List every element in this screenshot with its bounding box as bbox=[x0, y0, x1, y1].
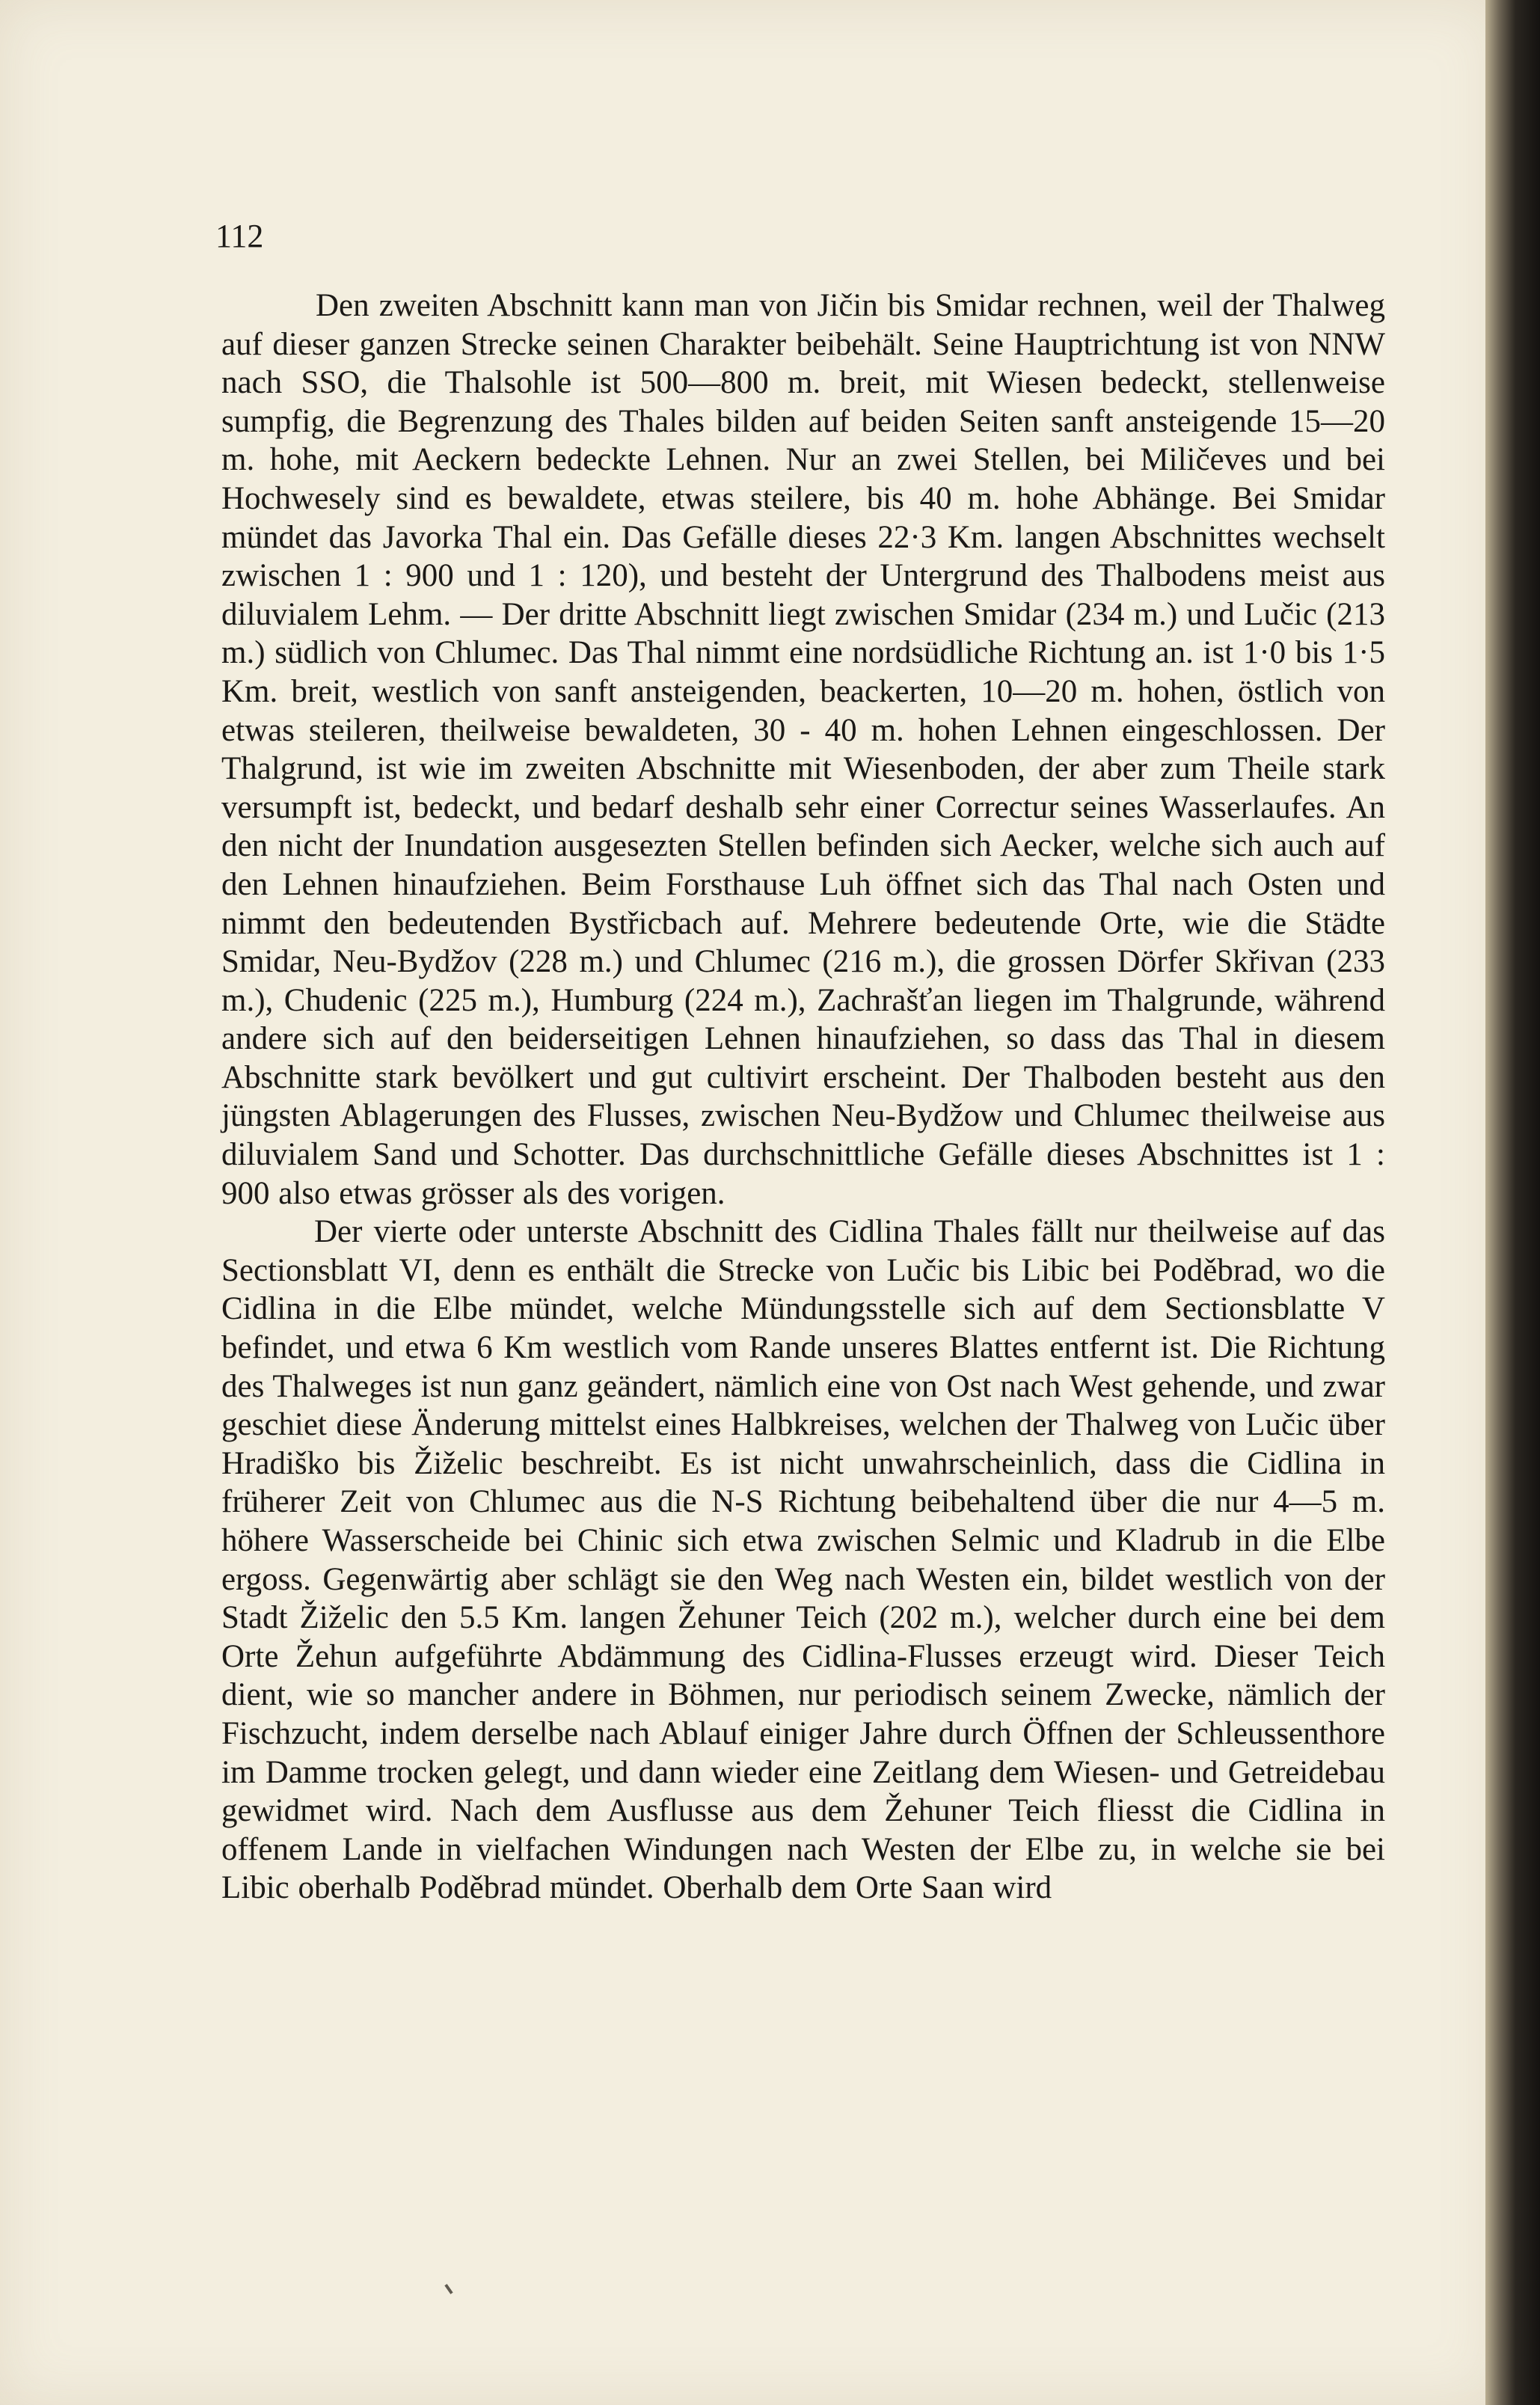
binding-shadow bbox=[1485, 0, 1540, 2405]
print-speck bbox=[444, 2284, 453, 2294]
paragraph-2: Der vierte oder unterste Abschnitt des Cidlina Thales fällt nur theilweise auf das Sectionsblatt VI, denn es enthält die Strecke von Lučic bis Libic bei Poděbrad, wo die Cidlina in die Elbe mündet, welche Mündungsstelle sich auf dem Sectionsblatte V befindet, und etwa 6 Km westlich vom Rande unseres Blattes entfernt ist. Die Richtung des Thalweges ist nun ganz geändert, nämlich eine von Ost nach West gehende, und zwar geschiet diese Änderung mittelst eines Halbkreises, welchen der Thalweg von Lučic über Hradiško bis Žiželic beschreibt. Es ist nicht unwahrscheinlich, dass die Cidlina in früherer Zeit von Chlumec aus die N-S Richtung beibehaltend über die nur 4—5 m. höhere Wasserscheide bei Chinic sich etwa zwischen Selmic und Kladrub in die Elbe ergoss. Gegenwärtig aber schlägt sie den Weg nach Westen ein, bildet westlich von der Stadt Žiželic den 5.5 Km. langen Žehuner Teich (202 m.), welcher durch eine bei dem Orte Žehun aufgeführte Abdämmung des Cidlina-Flusses erzeugt wird. Dieser Teich dient, wie so mancher andere in Böhmen, nur periodisch seinem Zwecke, nämlich der Fischzucht, indem derselbe nach Ablauf einiger Jahre durch Öffnen der Schleussenthore im Damme trocken gelegt, und dann wieder eine Zeitlang dem Wiesen- und Getreidebau gewidmet wird. Nach dem Ausflusse aus dem Žehuner Teich fliesst die Cidlina in offenem Lande in vielfachen Windungen nach Westen der Elbe zu, in welche sie bei Libic oberhalb Poděbrad mündet. Oberhalb dem Orte Saan wird bbox=[221, 1214, 1385, 1906]
paragraph-1: Den zweiten Abschnitt kann man von Jičin bis Smidar rechnen, weil der Thalweg auf dieser ganzen Strecke seinen Charakter beibehält. Seine Hauptrichtung ist von NNW nach SSO, die Thalsohle ist 500—800 m. breit, mit Wiesen bedeckt, stellenweise sumpfig, die Begrenzung des Thales bilden auf beiden Seiten sanft ansteigende 15—20 m. hohe, mit Aeckern bedeckte Lehnen. Nur an zwei Stellen, bei Miličeves und bei Hochwesely sind es bewaldete, etwas steilere, bis 40 m. hohe Abhänge. Bei Smidar mündet das Javorka Thal ein. Das Gefälle dieses 22·3 Km. langen Abschnittes wechselt zwischen 1 : 900 und 1 : 120), und besteht der Untergrund des Thalbodens meist aus diluvialem Lehm. — Der dritte Abschnitt liegt zwischen Smidar (234 m.) und Lučic (213 m.) südlich von Chlumec. Das Thal nimmt eine nordsüdliche Richtung an. ist 1·0 bis 1·5 Km. breit, westlich von sanft ansteigenden, beackerten, 10—20 m. hohen, östlich von etwas steileren, theilweise bewaldeten, 30 - 40 m. hohen Lehnen eingeschlossen. Der Thalgrund, ist wie im zweiten Abschnitte mit Wiesenboden, der aber zum Theile stark versumpft ist, bedeckt, und bedarf deshalb sehr einer Correctur seines Wasserlaufes. An den nicht der Inundation ausgesezten Stellen befinden sich Aecker, welche sich auch auf den Lehnen hinaufziehen. Beim Forsthause Luh öffnet sich das Thal nach Osten und nimmt den bedeutenden Bystřicbach auf. Mehrere bedeutende Orte, wie die Städte Smidar, Neu-Bydžov (228 m.) und Chlumec (216 m.), die grossen Dörfer Skřivan (233 m.), Chudenic (225 m.), Humburg (224 m.), Zachrašťan liegen im Thalgrunde, während andere sich auf den beiderseitigen Lehnen hinaufziehen, so dass das Thal in diesem Abschnitte stark bevölkert und gut cultivirt erscheint. Der Thalboden besteht aus den jüngsten Ablagerungen des Flusses, zwischen Neu-Bydžow und Chlumec theilweise aus diluvialem Sand und Schotter. Das durchschnittliche Gefälle dieses Abschnittes ist 1 : 900 also etwas grösser als des vorigen. bbox=[221, 288, 1385, 1211]
body-text bbox=[221, 287, 1385, 1908]
page-number: 112 bbox=[215, 218, 264, 254]
